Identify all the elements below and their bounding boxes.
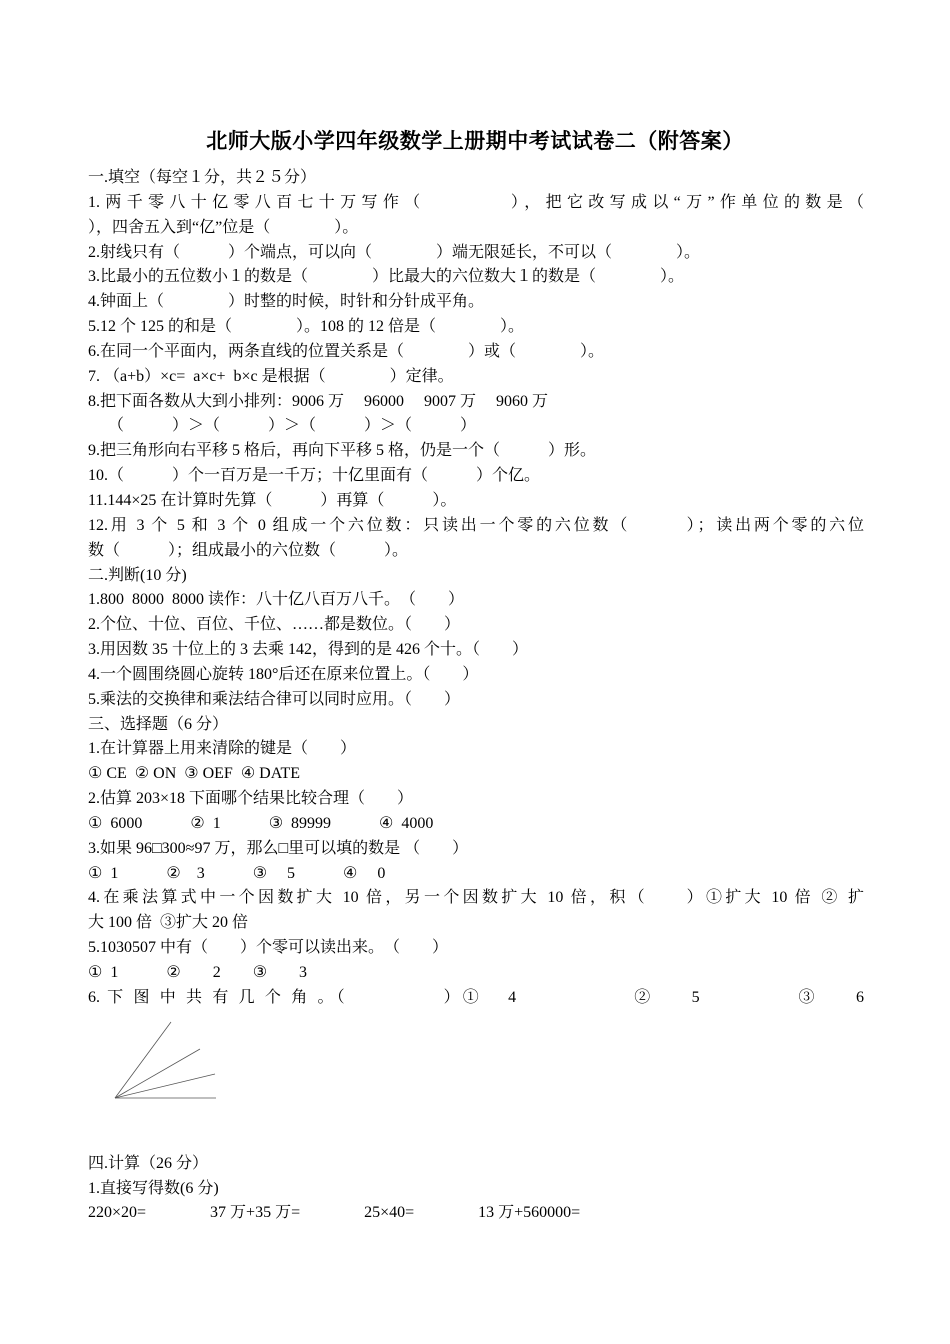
- section-fill-blank-heading: 一.填空（每空１分，共２５分）: [88, 169, 317, 186]
- question-line: 6.在同一个平面内，两条直线的位置关系是（ ）或（ ）。: [88, 342, 605, 360]
- options-line: ① CE ② ON ③ OEF ④ DATE: [88, 765, 301, 783]
- question-line: 7. （a+b）×c= a×c+ b×c 是根据（ ）定律。: [88, 367, 454, 385]
- question-line: 1.800 8000 8000 读作：八十亿八百万八千。 （ ）: [88, 591, 465, 609]
- page-title: 北师大版小学四年级数学上册期中考试试卷二（附答案）: [206, 129, 744, 153]
- question-line: 5.1030507 中有（ ）个零可以读出来。 （ ）: [88, 939, 449, 957]
- question-line: 3.如果 96□300≈97 万，那么□里可以填的数是 （ ）: [88, 839, 469, 857]
- section-choice-heading: 三、选择题（6 分）: [88, 715, 229, 733]
- question-line: 3.比最小的五位数小１的数是（ ）比最大的六位数大１的数是（ ）。: [88, 268, 685, 286]
- angle-rays-figure: [112, 1018, 222, 1102]
- ray-line: [115, 1049, 200, 1098]
- question-line: 大 100 倍 ③扩大 20 倍: [88, 914, 249, 932]
- question-line: ），四舍五入到“亿”位是（ ）。: [88, 218, 359, 236]
- question-line: 8.把下面各数从大到小排列：9006 万 96000 9007 万 9060 万: [88, 392, 549, 410]
- question-line: 10.（ ）个一百万是一千万；十亿里面有（ ）个亿。: [88, 467, 541, 485]
- question-line: 5.12 个 125 的和是（ ）。108 的 12 倍是（ ）。: [88, 318, 525, 336]
- question-line: 4.钟面上（ ）时整的时候，时针和分针成平角。: [88, 293, 485, 311]
- question-line: 2.个位、十位、百位、千位、……都是数位。（ ）: [88, 616, 461, 634]
- options-line: ① 1 ② 3 ③ 5 ④ 0: [88, 864, 386, 882]
- question-line: 1.直接写得数(6 分): [88, 1179, 219, 1197]
- question-line: 5.乘法的交换律和乘法结合律可以同时应用。（ ）: [88, 690, 461, 708]
- calculation-row: 220×20= 37 万+35 万= 25×40= 13 万+560000=: [88, 1204, 581, 1222]
- question-line: 12.用 3 个 5 和 3 个 0 组成一个六位数：只读出一个零的六位数（ ）；读出两个零的六位: [88, 516, 864, 534]
- question-line: 6. 下 图 中 共 有 几 个 角 。（ ）① 4 ② 5 ③ 6: [88, 988, 864, 1006]
- question-line: 2.估算 203×18 下面哪个结果比较合理（ ）: [88, 790, 414, 808]
- question-line: 4.一个圆围绕圆心旋转 180°后还在原来位置上。（ ）: [88, 665, 479, 683]
- question-line: 1.两千零八十亿零八百七十万写作（ ），把它改写成以“万”作单位的数是（: [88, 193, 864, 211]
- question-line: 4.在乘法算式中一个因数扩大 10 倍，另一个因数扩大 10 倍，积（ ）①扩大 10 倍 ② 扩: [88, 889, 864, 907]
- section-judgement-heading: 二.判断(10 分): [88, 566, 187, 584]
- question-line: （ ）＞（ ）＞（ ）＞（ ）: [88, 417, 477, 435]
- question-line: 11.144×25 在计算时先算（ ）再算（ ）。: [88, 491, 457, 509]
- question-line: 9.把三角形向右平移 5 格后，再向下平移 5 格，仍是一个（ ）形。: [88, 442, 597, 460]
- question-line: 1.在计算器上用来清除的键是（ ）: [88, 740, 357, 758]
- section-calculation-heading: 四.计算（26 分）: [88, 1154, 209, 1172]
- question-line: 3.用因数 35 十位上的 3 去乘 142，得到的是 426 个十。（ ）: [88, 641, 529, 659]
- options-line: ① 1 ② 2 ③ 3: [88, 964, 308, 981]
- question-line: 数（ ）；组成最小的六位数（ ）。: [88, 541, 409, 559]
- question-line: 2.射线只有（ ）个端点，可以向（ ）端无限延长，不可以（ ）。: [88, 243, 701, 261]
- options-line: ① 6000 ② 1 ③ 89999 ④ 4000: [88, 814, 434, 832]
